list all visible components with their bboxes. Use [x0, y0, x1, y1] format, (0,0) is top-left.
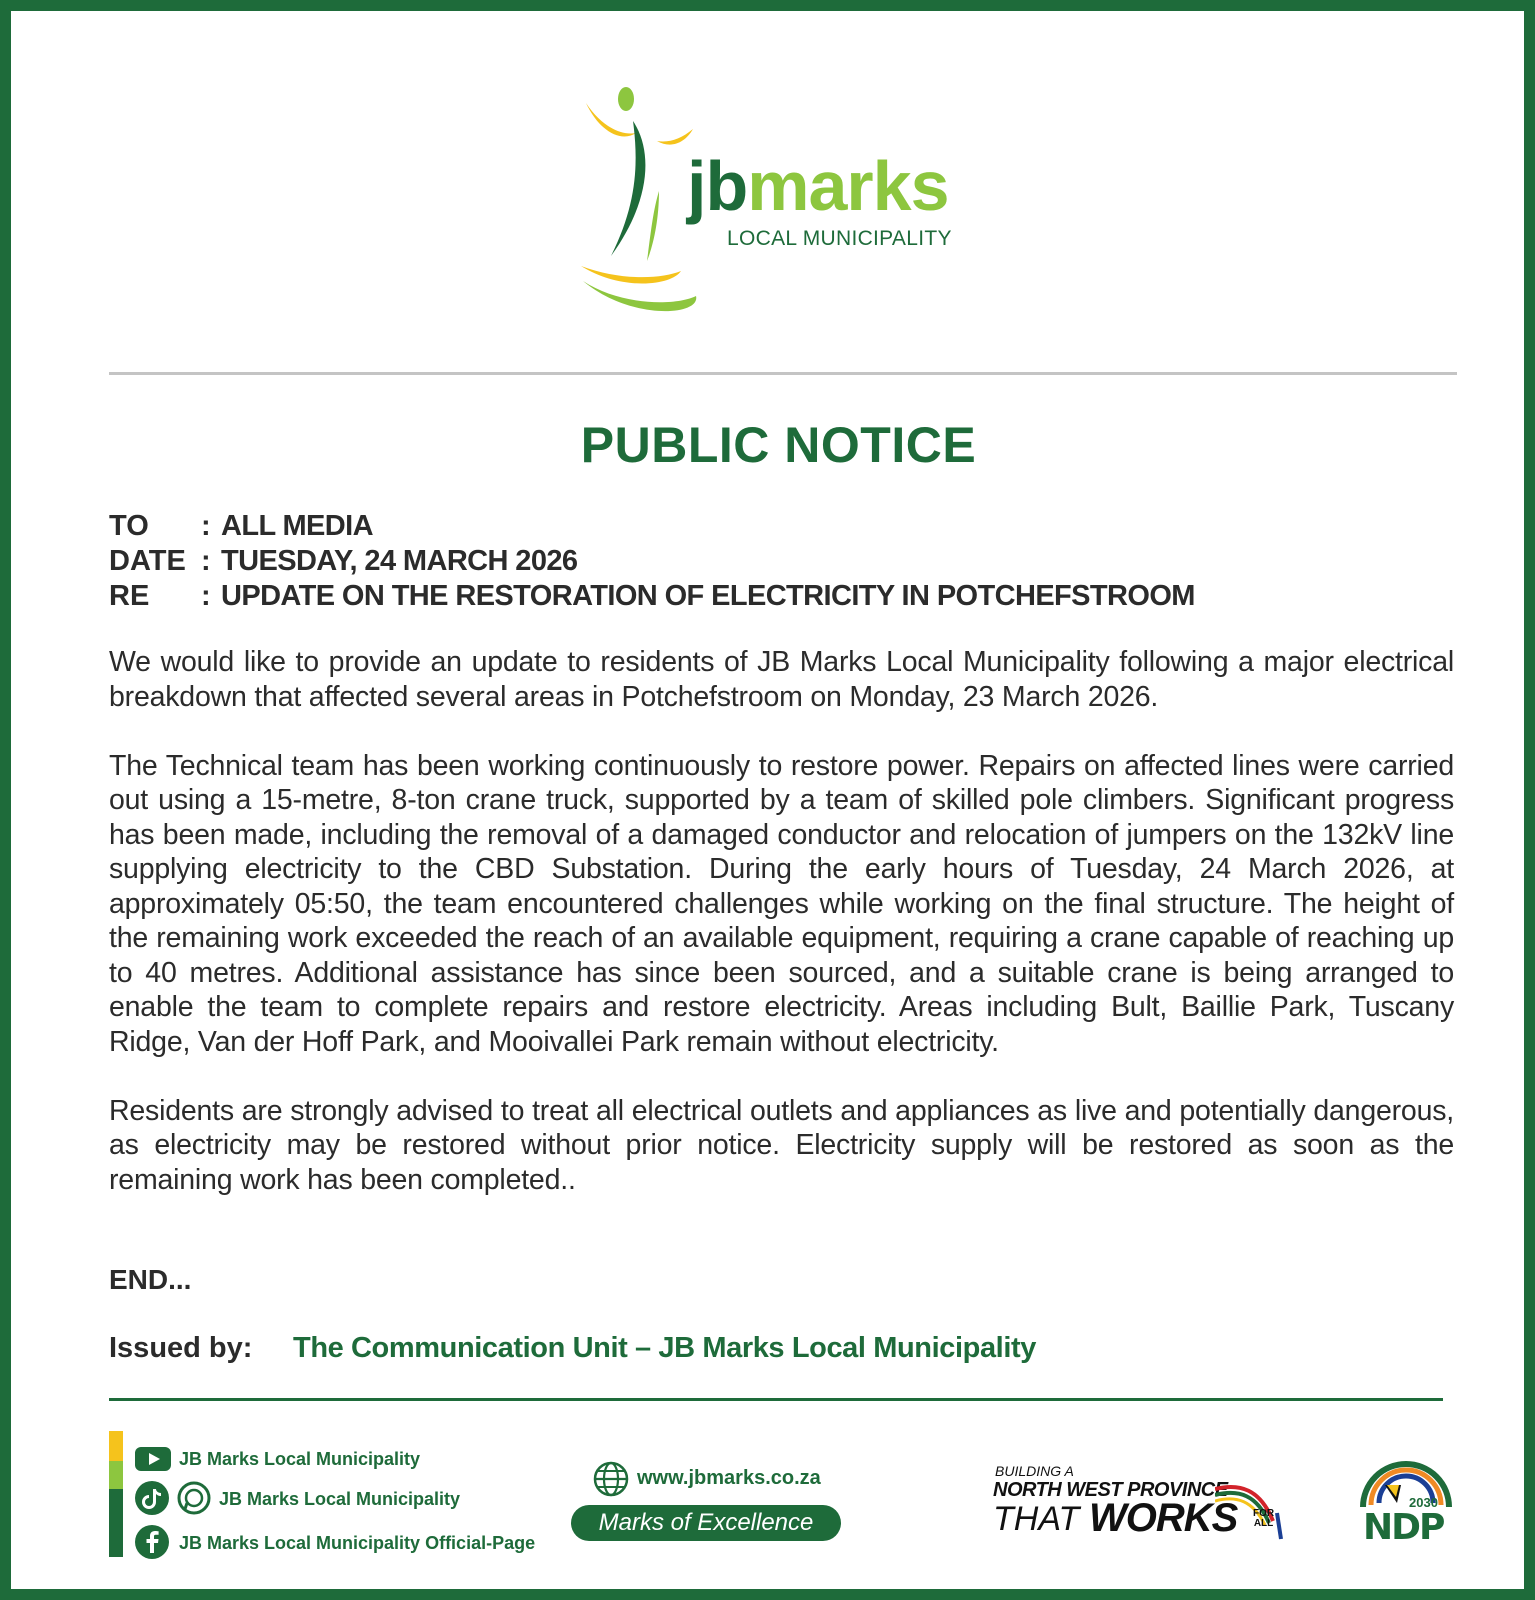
meta-key: DATE	[109, 545, 186, 577]
meta-value: UPDATE ON THE RESTORATION OF ELECTRICITY IN POTCHEFSTROOM	[221, 580, 1195, 612]
social-label: JB Marks Local Municipality Official-Page	[179, 1533, 536, 1553]
tagline-badge: Marks of Excellence	[571, 1505, 841, 1541]
meta-colon: :	[201, 510, 211, 542]
logo-wordmark-marks: marks	[747, 147, 949, 225]
globe-icon	[593, 1461, 629, 1497]
logo-wordmark	[687, 147, 949, 225]
logo-subtitle: LOCAL MUNICIPALITY	[727, 227, 952, 250]
top-divider	[109, 372, 1457, 375]
nwp-for-all	[1253, 1509, 1274, 1529]
meta-key: TO	[109, 510, 149, 542]
issued-by	[109, 1332, 1036, 1365]
social-label: JB Marks Local Municipality	[219, 1489, 461, 1509]
meta-colon: :	[201, 545, 211, 577]
facebook-icon	[135, 1525, 169, 1559]
ndp-year: 2030	[1409, 1495, 1438, 1510]
flag-swoosh-icon	[1215, 1483, 1285, 1543]
notice-title: PUBLIC NOTICE	[580, 417, 977, 473]
whatsapp-icon	[177, 1481, 211, 1515]
bottom-divider	[109, 1398, 1443, 1401]
meta-key: RE	[109, 580, 150, 612]
issued-by-label: Issued by:	[109, 1332, 253, 1364]
meta-value: ALL MEDIA	[221, 510, 373, 542]
nwp-for: FOR	[1253, 1508, 1275, 1519]
body-paragraph: Residents are strongly advised to treat all electrical outlets and appliances as live and potentially dangerous, as electricity may be restored without prior notice. Electricity supply will be restored as soon as the remaining work has been completed..	[109, 1094, 1454, 1196]
end-marker: END...	[109, 1264, 192, 1295]
issued-by-value: The Communication Unit – JB Marks Local Municipality	[293, 1332, 1036, 1364]
nwp-line3-that: THAT	[993, 1500, 1080, 1538]
nwp-line3-works: WORKS	[1089, 1496, 1238, 1540]
footer-color-bar	[109, 1431, 123, 1557]
jbmarks-logo	[581, 81, 981, 331]
youtube-icon	[135, 1447, 171, 1471]
ndp-logo	[1357, 1455, 1455, 1550]
nwp-all: ALL	[1253, 1518, 1274, 1529]
tiktok-icon	[135, 1481, 169, 1515]
body-paragraph: The Technical team has been working continuously to restore power. Repairs on affected lines were carried out using a 15-metre, 8-ton crane truck, supported by a team of skilled pole climbers. Significant progress has been made, including the removal of a damaged conductor and relocation of jumpers on the 132kV line supplying electricity to the CBD Substation. During the early hours of Tuesday, 24 March 2026, at approximately 05:50, the team encountered challenges while working on the final structure. The height of the remaining work exceeded the reach of an available equipment, requiring a crane capable of reaching up to 40 metres. Additional assistance has since been sourced, and a suitable crane is being arranged to enable the team to complete repairs and restore electricity. Areas including Bult, Baillie Park, Tuscany Ridge, Van der Hoff Park, and Mooivallei Park remain without electricity.	[109, 749, 1454, 1058]
ndp-name: NDP	[1363, 1507, 1444, 1548]
meta-value: TUESDAY, 24 MARCH 2026	[221, 545, 578, 577]
meta-colon: :	[201, 580, 211, 612]
social-label: JB Marks Local Municipality	[179, 1449, 421, 1469]
logo-wordmark-jb: jb	[687, 147, 748, 225]
website-url: www.jbmarks.co.za	[637, 1467, 821, 1489]
nwp-line2: NORTH WEST PROVINCE	[993, 1479, 1228, 1501]
body-paragraph: We would like to provide an update to residents of JB Marks Local Municipality following a major electrical breakdown that affected several areas in Potchefstroom on Monday, 23 March 2026.	[109, 646, 1454, 713]
notice-body	[109, 645, 1454, 1232]
nwp-line1: BUILDING A	[995, 1463, 1074, 1479]
nwp-logo	[993, 1463, 1303, 1543]
